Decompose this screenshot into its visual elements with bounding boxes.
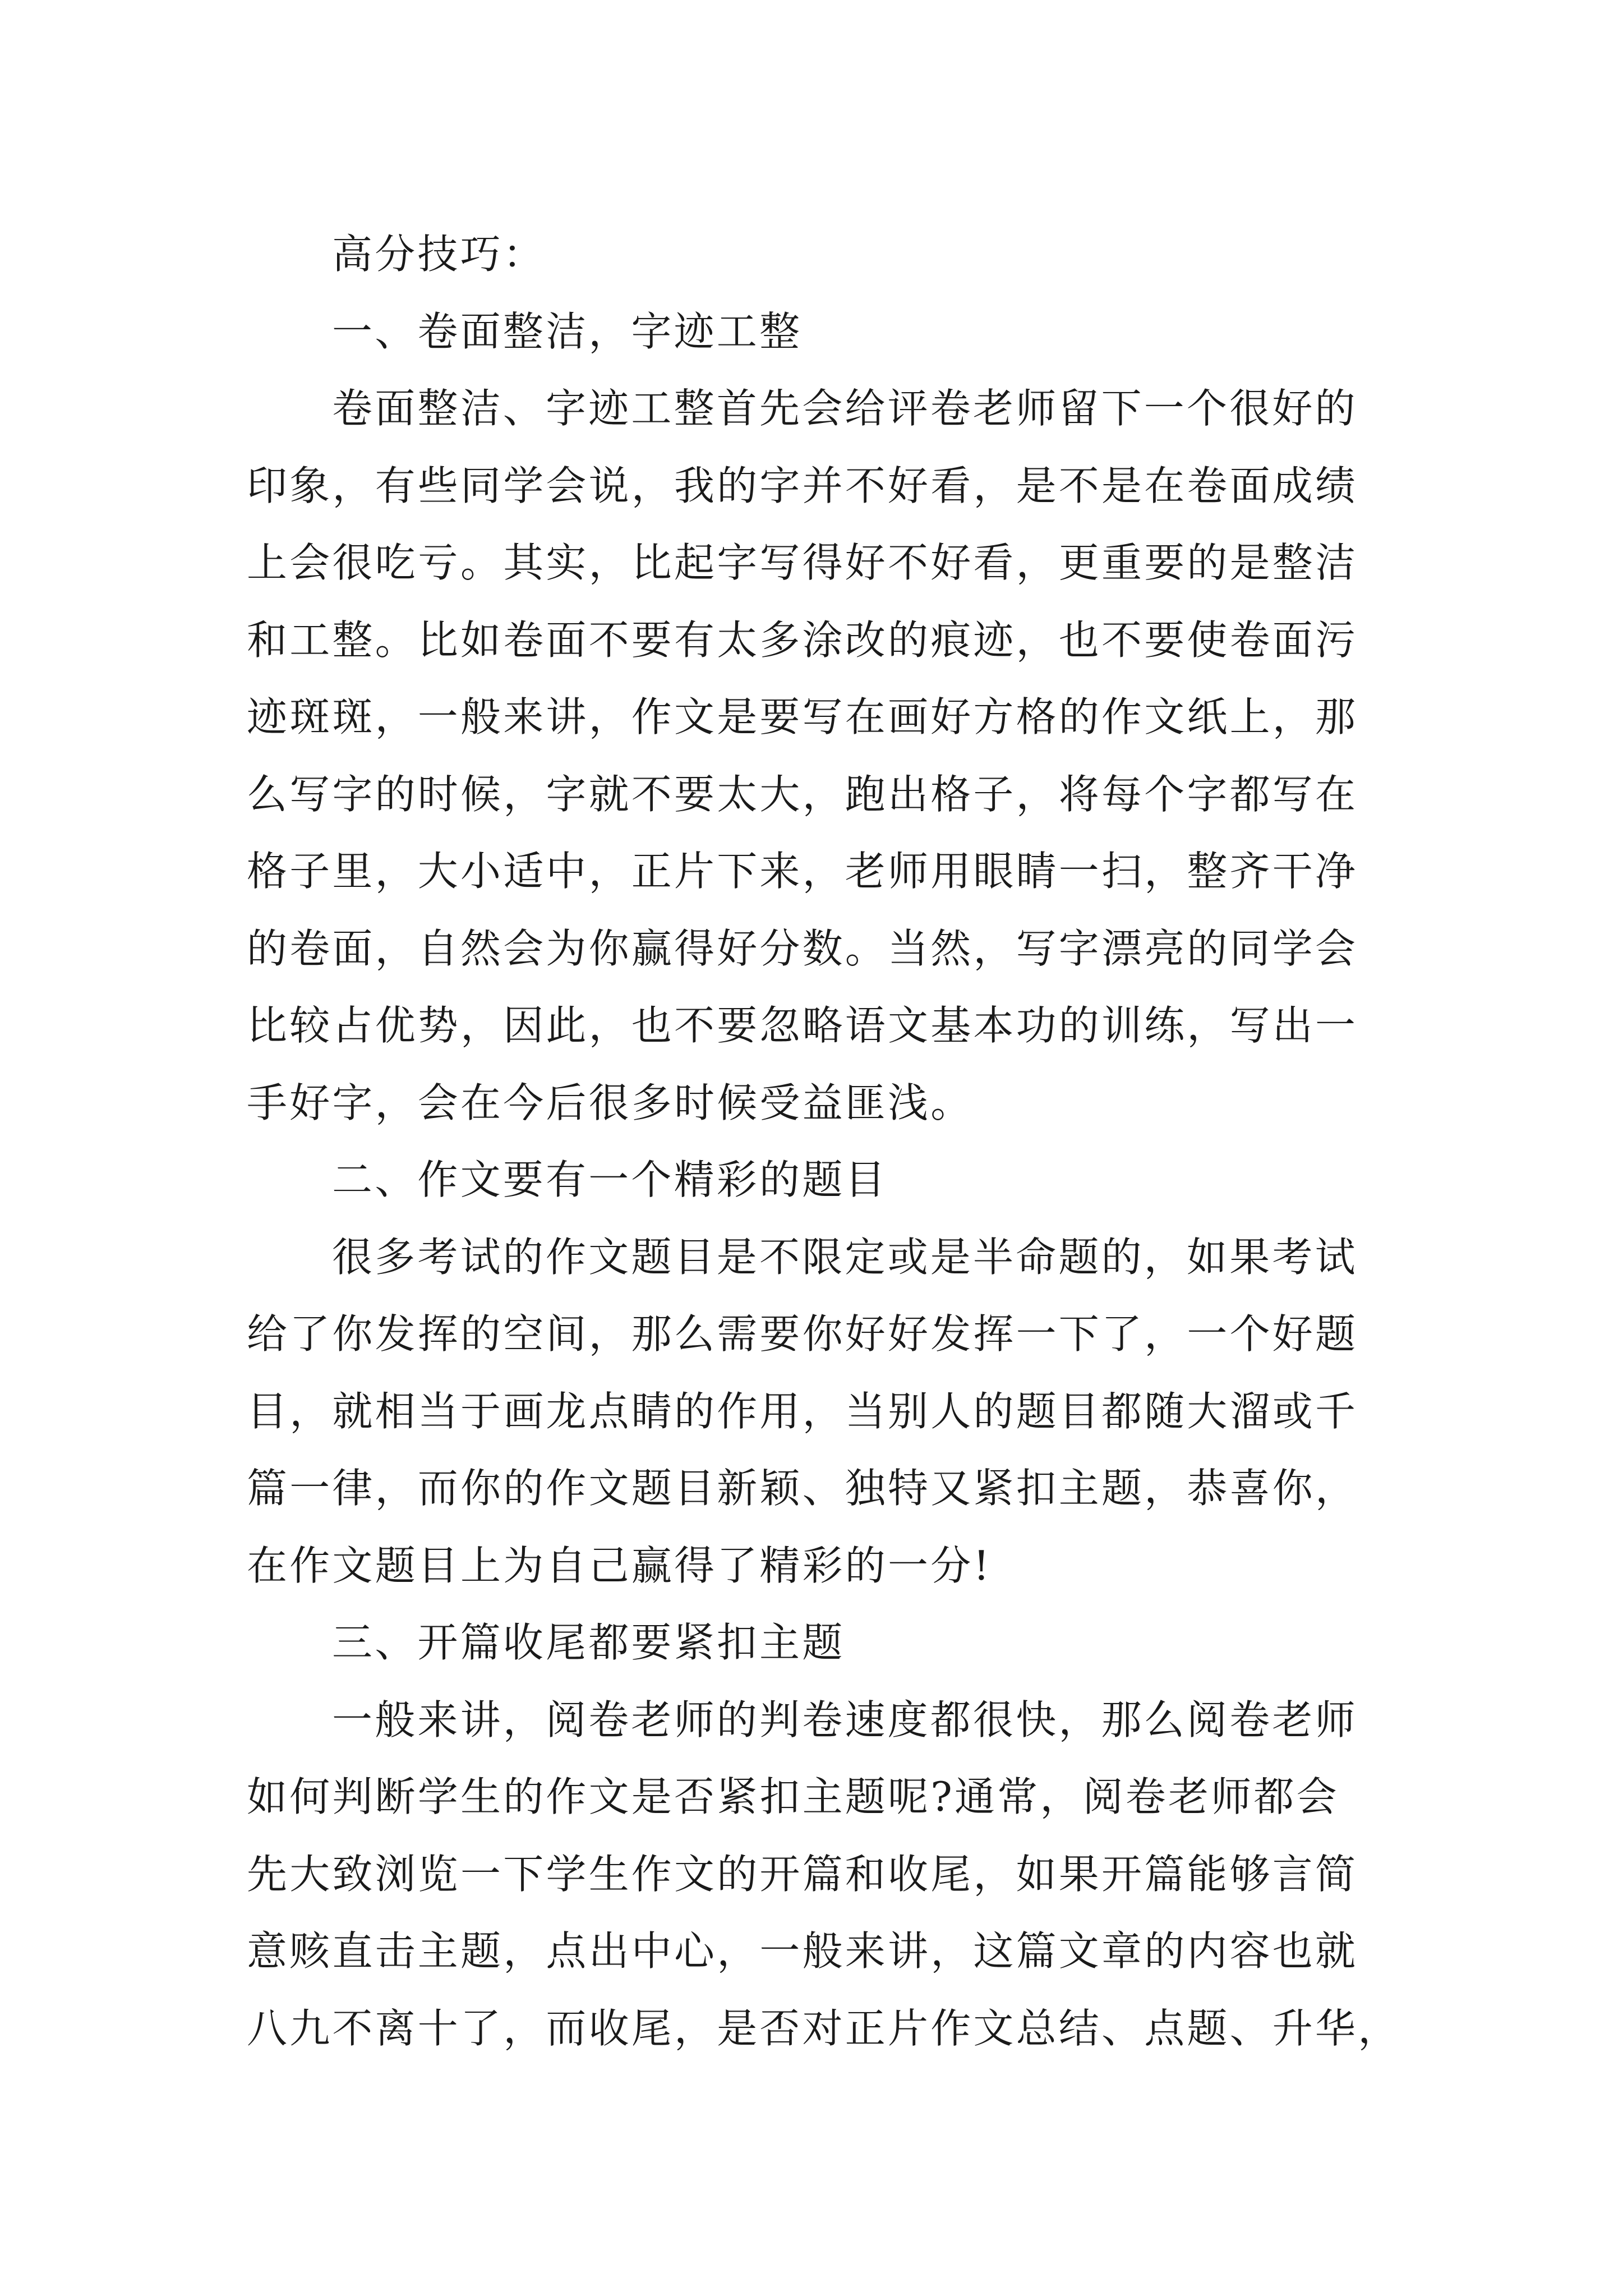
paragraph-line: 么写字的时候，字就不要太大，跑出格子，将每个字都写在 (247, 770, 1358, 818)
paragraph-line: 如何判断学生的作文是否紧扣主题呢?通常，阅卷老师都会 (247, 1773, 1339, 1820)
paragraph-line: 和工整。比如卷面不要有太多涂改的痕迹，也不要使卷面污 (247, 616, 1358, 664)
paragraph-line: 篇一律，而你的作文题目新颖、独特又紧扣主题，恭喜你， (247, 1465, 1358, 1512)
paragraph-line: 的卷面，自然会为你赢得好分数。当然，写字漂亮的同学会 (247, 924, 1358, 972)
paragraph-line: 上会很吃亏。其实，比起字写得好不好看，更重要的是整洁 (247, 539, 1358, 586)
paragraph-line: 意赅直击主题，点出中心，一般来讲，这篇文章的内容也就 (247, 1927, 1358, 1975)
paragraph-line: 比较占优势，因此，也不要忽略语文基本功的训练，写出一 (247, 1002, 1358, 1049)
paragraph-line: 八九不离十了，而收尾，是否对正片作文总结、点题、升华， (247, 2004, 1401, 2052)
paragraph-line: 一般来讲，阅卷老师的判卷速度都很快，那么阅卷老师 (332, 1696, 1358, 1743)
paragraph-line: 卷面整洁、字迹工整首先会给评卷老师留下一个很好的 (332, 385, 1358, 432)
paragraph-line: 先大致浏览一下学生作文的开篇和收尾，如果开篇能够言简 (247, 1850, 1358, 1898)
section-heading-intro: 高分技巧： (332, 231, 546, 278)
paragraph-line: 印象，有些同学会说，我的字并不好看，是不是在卷面成绩 (247, 462, 1358, 509)
document-body (247, 216, 1401, 2067)
paragraph-line: 在作文题目上为自己赢得了精彩的一分! (247, 1542, 992, 1589)
paragraph-line: 手好字，会在今后很多时候受益匪浅。 (247, 1079, 974, 1126)
paragraph-line: 迹斑斑，一般来讲，作文是要写在画好方格的作文纸上，那 (247, 693, 1358, 740)
paragraph-line: 给了你发挥的空间，那么需要你好好发挥一下了，一个好题 (247, 1310, 1358, 1358)
paragraph-line: 目，就相当于画龙点睛的作用，当别人的题目都随大溜或千 (247, 1387, 1358, 1435)
section-heading-2: 二、作文要有一个精彩的题目 (332, 1156, 888, 1203)
section-heading-1: 一、卷面整洁，字迹工整 (332, 307, 803, 355)
section-heading-3: 三、开篇收尾都要紧扣主题 (332, 1619, 845, 1666)
paragraph-line: 很多考试的作文题目是不限定或是半命题的，如果考试 (332, 1233, 1358, 1281)
paragraph-line: 格子里，大小适中，正片下来，老师用眼睛一扫，整齐干净 (247, 848, 1358, 895)
